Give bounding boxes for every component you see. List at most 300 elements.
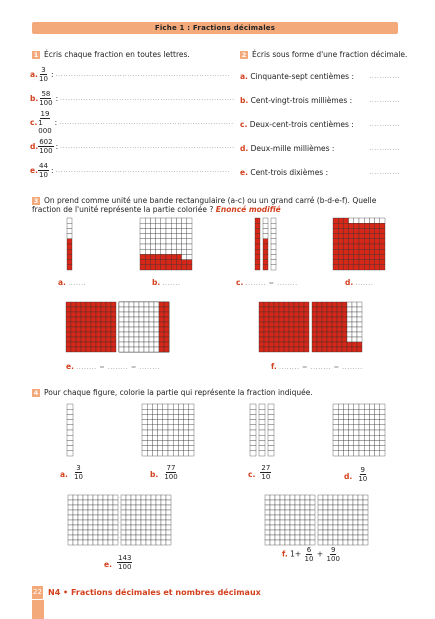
answer-line[interactable]: ....................................................................	[55, 166, 230, 174]
grid-cell	[375, 425, 380, 430]
grid-cell	[111, 337, 116, 342]
grid-cell	[375, 414, 380, 419]
grid-cell	[161, 540, 166, 545]
fraction: $\frac{3}{10}$	[39, 65, 48, 83]
grid-cell	[359, 409, 364, 414]
grid-cell	[358, 515, 363, 520]
grid-cell	[184, 425, 189, 430]
grid-cell	[305, 510, 310, 515]
grid-cell	[284, 342, 289, 347]
grid-cell	[129, 347, 134, 352]
grid-cell	[259, 342, 264, 347]
grid-cell	[106, 347, 111, 352]
grid-cell	[161, 505, 166, 510]
grid-cell	[142, 440, 147, 445]
grid-cell	[163, 440, 168, 445]
grid-cell	[76, 307, 81, 312]
grid-cell	[158, 435, 163, 440]
grid-cell	[338, 249, 343, 254]
grid-cell	[270, 515, 275, 520]
grid-cell	[147, 446, 152, 451]
answer-line[interactable]: ............	[369, 120, 400, 128]
grid-cell	[289, 347, 294, 352]
grid-cell	[134, 302, 139, 307]
grid-cell	[147, 409, 152, 414]
grid-cell	[68, 495, 73, 500]
grid-cell	[359, 260, 364, 265]
answer-line[interactable]: ............	[369, 96, 400, 104]
ex4-label-c: c. $\frac{27}{10}$	[248, 464, 271, 481]
grid-cell	[375, 420, 380, 425]
grid-cell	[164, 307, 169, 312]
grid-cell	[176, 265, 181, 270]
grid-cell	[151, 535, 156, 540]
grid-cell	[146, 530, 151, 535]
grid-cell	[113, 540, 118, 545]
grid-cell	[81, 337, 86, 342]
grid-cell	[147, 435, 152, 440]
grid-cell	[364, 254, 369, 259]
grid-cell	[338, 525, 343, 530]
grid-cell	[147, 440, 152, 445]
grid-cell	[259, 409, 265, 414]
grid-cell	[359, 446, 364, 451]
grid-cell	[359, 244, 364, 249]
grid-cell	[159, 347, 164, 352]
grid-cell	[161, 239, 166, 244]
grid-cell	[265, 500, 270, 505]
grid-cell	[338, 228, 343, 233]
grid-cell	[101, 302, 106, 307]
grid-cell	[305, 520, 310, 525]
grid-cell	[156, 239, 161, 244]
grid-cell	[86, 337, 91, 342]
grid-cell	[275, 520, 280, 525]
grid-cell	[161, 223, 166, 228]
grid-cell	[333, 234, 338, 239]
grid-cell	[322, 337, 327, 342]
grid-cell	[156, 500, 161, 505]
ex4-figure-d[interactable]	[333, 404, 385, 456]
grid-cell	[317, 332, 322, 337]
grid-cell	[129, 342, 134, 347]
grid-cell	[83, 515, 88, 520]
grid-cell	[156, 234, 161, 239]
grid-cell	[67, 254, 72, 259]
grid-cell	[318, 505, 323, 510]
grid-cell	[147, 420, 152, 425]
grid-cell	[364, 446, 369, 451]
grid-cell	[163, 425, 168, 430]
grid-cell	[134, 332, 139, 337]
grid-cell	[310, 515, 315, 520]
answer-line[interactable]: ....................................................................	[60, 142, 235, 150]
grid-cell	[328, 525, 333, 530]
grid-cell	[182, 223, 187, 228]
grid-cell	[171, 234, 176, 239]
grid-cell	[101, 317, 106, 322]
grid-cell	[380, 446, 385, 451]
grid-cell	[294, 337, 299, 342]
grid-cell	[96, 307, 101, 312]
grid-cell	[375, 260, 380, 265]
grid-cell	[294, 307, 299, 312]
grid-cell	[284, 317, 289, 322]
ex4-figure-f[interactable]	[265, 495, 368, 545]
grid-cell	[96, 302, 101, 307]
grid-cell	[86, 342, 91, 347]
grid-cell	[124, 302, 129, 307]
grid-cell	[369, 244, 374, 249]
page-number: 22	[32, 586, 43, 599]
grid-cell	[354, 430, 359, 435]
grid-cell	[163, 404, 168, 409]
grid-cell	[146, 520, 151, 525]
grid-cell	[154, 307, 159, 312]
grid-cell	[142, 404, 147, 409]
grid-cell	[322, 312, 327, 317]
grid-cell	[375, 435, 380, 440]
grid-cell	[337, 307, 342, 312]
grid-cell	[338, 218, 343, 223]
grid-cell	[348, 530, 353, 535]
grid-cell	[294, 332, 299, 337]
grid-cell	[312, 342, 317, 347]
ex4-label-a: a. $\frac{3}{10}$	[60, 464, 83, 481]
grid-cell	[164, 302, 169, 307]
grid-cell	[166, 505, 171, 510]
grid-cell	[73, 495, 78, 500]
grid-cell	[354, 435, 359, 440]
grid-cell	[129, 307, 134, 312]
grid-cell	[146, 515, 151, 520]
grid-cell	[310, 520, 315, 525]
grid-cell	[158, 446, 163, 451]
grid-cell	[375, 239, 380, 244]
grid-cell	[161, 500, 166, 505]
grid-cell	[166, 510, 171, 515]
grid-cell	[338, 404, 343, 409]
grid-cell	[168, 430, 173, 435]
grid-cell	[343, 435, 348, 440]
grid-cell	[289, 322, 294, 327]
grid-cell	[295, 500, 300, 505]
grid-cell	[347, 302, 352, 307]
ex4-figure-e[interactable]	[68, 495, 171, 545]
grid-cell	[149, 342, 154, 347]
grid-cell	[86, 302, 91, 307]
grid-cell	[259, 312, 264, 317]
grid-cell	[352, 327, 357, 332]
answer-line[interactable]: ........ = ........	[245, 279, 298, 287]
grid-cell	[305, 515, 310, 520]
grid-cell	[142, 409, 147, 414]
ex4-instruction: 4 Pour chaque figure, colorie la partie qui représente la fraction indiquée.	[33, 388, 313, 397]
grid-cell	[67, 260, 72, 265]
grid-cell	[171, 265, 176, 270]
grid-cell	[131, 535, 136, 540]
grid-cell	[131, 525, 136, 530]
grid-cell	[108, 515, 113, 520]
grid-cell	[161, 234, 166, 239]
grid-cell	[168, 435, 173, 440]
grid-cell	[369, 228, 374, 233]
grid-cell	[149, 327, 154, 332]
grid-cell	[161, 525, 166, 530]
grid-cell	[280, 505, 285, 510]
grid-cell	[145, 254, 150, 259]
grid-cell	[268, 446, 274, 451]
grid-cell	[113, 520, 118, 525]
grid-cell	[259, 404, 265, 409]
answer-line[interactable]: ............	[369, 168, 400, 176]
grid-cell	[161, 535, 166, 540]
grid-cell	[141, 520, 146, 525]
grid-cell	[357, 302, 362, 307]
grid-cell	[187, 239, 192, 244]
grid-cell	[343, 495, 348, 500]
ex3-figure-c	[255, 218, 276, 270]
grid-cell	[144, 302, 149, 307]
grid-cell	[295, 530, 300, 535]
grid-cell	[299, 342, 304, 347]
grid-cell	[269, 332, 274, 337]
grid-cell	[380, 218, 385, 223]
grid-cell	[279, 347, 284, 352]
grid-cell	[354, 420, 359, 425]
grid-cell	[161, 530, 166, 535]
grid-cell	[279, 342, 284, 347]
grid-cell	[349, 446, 354, 451]
grid-cell	[171, 228, 176, 233]
grid-cell	[176, 254, 181, 259]
grid-cell	[300, 535, 305, 540]
grid-cell	[363, 510, 368, 515]
grid-cell	[332, 342, 337, 347]
answer-line[interactable]: ........ = ........ = ........	[76, 363, 160, 371]
grid-cell	[145, 239, 150, 244]
grid-cell	[270, 525, 275, 530]
grid-cell	[88, 510, 93, 515]
grid-cell	[343, 234, 348, 239]
grid-cell	[187, 234, 192, 239]
ex4-figure-b[interactable]	[142, 404, 194, 456]
grid-cell	[73, 540, 78, 545]
grid-cell	[338, 234, 343, 239]
grid-cell	[142, 425, 147, 430]
grid-cell	[349, 430, 354, 435]
answer-line[interactable]: ............	[369, 72, 400, 80]
grid-cell	[375, 451, 380, 456]
grid-cell	[187, 223, 192, 228]
grid-cell	[81, 347, 86, 352]
grid-cell	[263, 254, 268, 259]
grid-cell	[111, 312, 116, 317]
answer-line[interactable]: ....................................................................	[60, 94, 235, 102]
grid-cell	[81, 342, 86, 347]
grid-cell	[285, 510, 290, 515]
grid-cell	[268, 430, 274, 435]
grid-cell	[93, 530, 98, 535]
grid-cell	[333, 510, 338, 515]
grid-cell	[139, 337, 144, 342]
grid-cell	[358, 500, 363, 505]
ex4-figure-c[interactable]	[250, 404, 274, 456]
grid-cell	[156, 249, 161, 254]
grid-cell	[159, 327, 164, 332]
answer-line[interactable]: .......	[68, 279, 87, 287]
grid-cell	[187, 254, 192, 259]
grid-cell	[343, 515, 348, 520]
grid-cell	[358, 520, 363, 525]
grid-cell	[96, 337, 101, 342]
grid-cell	[178, 446, 183, 451]
grid-cell	[317, 307, 322, 312]
grid-cell	[294, 302, 299, 307]
answer-line[interactable]: ....................................................................	[59, 118, 234, 126]
grid-cell	[280, 510, 285, 515]
grid-cell	[184, 414, 189, 419]
grid-cell	[349, 260, 354, 265]
grid-cell	[352, 332, 357, 337]
grid-cell	[279, 327, 284, 332]
grid-cell	[343, 540, 348, 545]
grid-cell	[322, 317, 327, 322]
grid-cell	[255, 249, 260, 254]
grid-cell	[380, 223, 385, 228]
grid-cell	[178, 420, 183, 425]
grid-cell	[182, 265, 187, 270]
answer-line[interactable]: ............	[369, 144, 400, 152]
grid-cell	[161, 510, 166, 515]
grid-cell	[71, 342, 76, 347]
grid-cell	[131, 500, 136, 505]
grid-cell	[103, 510, 108, 515]
grid-cell	[129, 332, 134, 337]
ex2-item-a: a. Cinquante-sept centièmes : ............	[240, 71, 400, 81]
grid-cell	[98, 515, 103, 520]
grid-cell	[124, 312, 129, 317]
grid-cell	[354, 265, 359, 270]
grid-cell	[178, 440, 183, 445]
grid-cell	[318, 510, 323, 515]
grid-cell	[76, 332, 81, 337]
grid-cell	[144, 312, 149, 317]
grid-cell	[96, 327, 101, 332]
ex3-label-d: d. .......	[345, 278, 374, 287]
grid-cell	[343, 520, 348, 525]
answer-line[interactable]: .......	[162, 279, 181, 287]
grid-cell	[375, 404, 380, 409]
grid-cell	[263, 244, 268, 249]
grid-cell	[357, 327, 362, 332]
grid-cell	[255, 254, 260, 259]
grid-cell	[284, 337, 289, 342]
grid-cell	[136, 515, 141, 520]
grid-cell	[338, 530, 343, 535]
grid-cell	[290, 535, 295, 540]
grid-cell	[328, 515, 333, 520]
grid-cell	[323, 515, 328, 520]
grid-cell	[348, 500, 353, 505]
grid-cell	[171, 223, 176, 228]
grid-cell	[147, 430, 152, 435]
grid-cell	[328, 510, 333, 515]
grid-cell	[91, 302, 96, 307]
grid-cell	[358, 510, 363, 515]
grid-cell	[66, 317, 71, 322]
grid-cell	[343, 414, 348, 419]
answer-line[interactable]: .......	[355, 279, 374, 287]
grid-cell	[142, 430, 147, 435]
grid-cell	[275, 505, 280, 510]
grid-cell	[154, 322, 159, 327]
grid-cell	[113, 515, 118, 520]
footer-accent-bar	[32, 600, 44, 619]
grid-cell	[317, 347, 322, 352]
ex3-figure-a	[67, 218, 72, 270]
grid-cell	[121, 535, 126, 540]
grid-cell	[295, 520, 300, 525]
grid-cell	[275, 495, 280, 500]
ex3-figure-e	[66, 302, 169, 352]
ex2-instruction: 2 Écris sous forme d'une fraction décimale.	[241, 50, 408, 59]
answer-line[interactable]: ........ = ........ = ........	[278, 363, 363, 371]
grid-cell	[333, 249, 338, 254]
grid-cell	[184, 446, 189, 451]
grid-cell	[106, 332, 111, 337]
grid-cell	[250, 409, 256, 414]
grid-cell	[154, 337, 159, 342]
grid-cell	[187, 260, 192, 265]
grid-cell	[121, 500, 126, 505]
grid-cell	[124, 322, 129, 327]
grid-cell	[151, 495, 156, 500]
grid-cell	[354, 218, 359, 223]
grid-cell	[343, 404, 348, 409]
grid-cell	[103, 515, 108, 520]
grid-cell	[357, 307, 362, 312]
grid-cell	[264, 322, 269, 327]
grid-cell	[343, 409, 348, 414]
answer-line[interactable]: ....................................................................	[55, 70, 230, 78]
grid-cell	[145, 265, 150, 270]
grid-cell	[338, 515, 343, 520]
grid-cell	[103, 530, 108, 535]
grid-cell	[126, 530, 131, 535]
grid-cell	[284, 327, 289, 332]
grid-cell	[317, 317, 322, 322]
grid-cell	[150, 218, 155, 223]
grid-cell	[332, 312, 337, 317]
grid-cell	[156, 223, 161, 228]
grid-cell	[168, 440, 173, 445]
grid-cell	[338, 265, 343, 270]
ex4-figure-a[interactable]	[67, 404, 73, 456]
grid-cell	[327, 347, 332, 352]
grid-cell	[81, 327, 86, 332]
grid-cell	[289, 337, 294, 342]
grid-cell	[159, 317, 164, 322]
grid-cell	[113, 500, 118, 505]
grid-cell	[140, 249, 145, 254]
grid-cell	[337, 342, 342, 347]
grid-cell	[304, 307, 309, 312]
grid-cell	[173, 430, 178, 435]
grid-cell	[343, 228, 348, 233]
grid-cell	[364, 244, 369, 249]
grid-cell	[285, 495, 290, 500]
